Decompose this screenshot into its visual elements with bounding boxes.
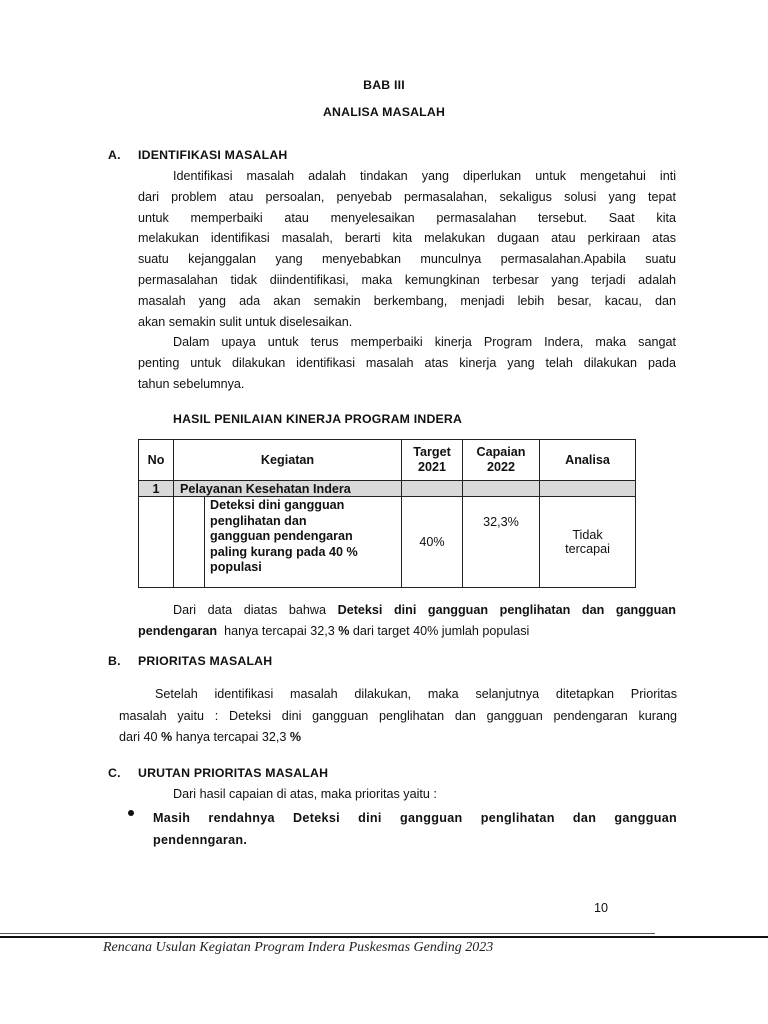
section-a-heading: IDENTIFIKASI MASALAH	[138, 148, 288, 162]
row-target: 40%	[402, 497, 463, 588]
text-line: suatu kejanggalan yang menyebabkan munculnya permasalahan.Apabila suatu	[138, 252, 676, 267]
conclusion-bold-2: pendengaran	[138, 623, 218, 638]
section-a-paragraph-1	[138, 166, 676, 332]
text-line: masalah yang ada akan semakin berkembang, menjadi lebih besar, kacau, dan	[138, 293, 676, 308]
group-empty-cell	[402, 481, 463, 497]
table-row	[139, 497, 636, 588]
conclusion-line2	[138, 621, 676, 642]
conclusion-percent: %	[338, 623, 350, 638]
header-capaian-line2: 2022	[486, 460, 516, 474]
performance-table	[138, 439, 636, 588]
text-line: untuk memperbaiki atau menyelesaikan permasalahan tersebut. Saat kita	[138, 210, 676, 225]
section-a-letter: A.	[108, 148, 121, 162]
section-c-letter: C.	[108, 766, 121, 780]
group-empty-cell	[463, 481, 540, 497]
row-empty-cell	[139, 497, 174, 588]
conclusion-paragraph	[138, 600, 676, 642]
table-caption: HASIL PENILAIAN KINERJA PROGRAM INDERA	[173, 412, 463, 426]
bullet-icon	[128, 810, 134, 816]
conclusion-suffix-a: hanya tercapai 32,3	[217, 623, 339, 638]
chapter-label: BAB III	[363, 78, 405, 92]
section-b-line3-a: dari 40	[119, 730, 162, 744]
conclusion-suffix-b: dari target 40% jumlah populasi	[349, 623, 530, 638]
header-capaian-line1: Capaian	[476, 445, 526, 459]
group-number: 1	[139, 481, 174, 497]
section-b-paragraph	[119, 684, 677, 749]
row-empty-cell	[174, 497, 205, 588]
table-header-row	[139, 440, 636, 481]
header-analisa: Analisa	[540, 440, 636, 481]
section-b-percent-2: %	[289, 730, 302, 744]
text-line: permasalahan tidak diindentifikasi, maka kemungkinan terbesar yang terjadi adalah	[138, 272, 676, 287]
text-line: Identifikasi masalah adalah tindakan yang diperlukan untuk mengetahui inti	[173, 169, 676, 183]
conclusion-line1	[138, 600, 676, 621]
kegiatan-line: paling kurang pada 40 %	[210, 544, 358, 559]
priority-bullet-line1: Masih rendahnya Deteksi dini gangguan penglihatan dan gangguan	[153, 811, 677, 825]
section-c-intro: Dari hasil capaian di atas, maka prioritas yaitu :	[173, 787, 437, 801]
page-number: 10	[594, 901, 609, 915]
analisa-line2: tercapai	[565, 542, 610, 556]
header-target-line1: Target	[413, 445, 451, 459]
section-b-line2: masalah yaitu : Deteksi dini gangguan penglihatan dan gangguan pendengaran kurang	[119, 708, 677, 723]
conclusion-bold-1: Deteksi dini gangguan penglihatan dan gangguan	[337, 603, 676, 617]
header-target	[402, 440, 463, 481]
row-capaian: 32,3%	[463, 497, 540, 588]
section-b-letter: B.	[108, 654, 121, 668]
section-b-heading: PRIORITAS MASALAH	[138, 654, 273, 668]
footer-divider-thin	[0, 933, 655, 934]
row-kegiatan	[205, 497, 402, 588]
text-line: melakukan identifikasi masalah, berarti kita melakukan dugaan atau perkiraan atas	[138, 231, 676, 246]
table-group-row	[139, 481, 636, 497]
text-line: Dalam upaya untuk terus memperbaiki kinerja Program Indera, maka sangat	[173, 335, 676, 349]
header-no: No	[139, 440, 174, 481]
chapter-title: ANALISA MASALAH	[322, 105, 446, 119]
section-b-percent-1: %	[161, 730, 173, 744]
text-line: tahun sebelumnya.	[138, 376, 245, 391]
section-c-heading: URUTAN PRIORITAS MASALAH	[138, 766, 329, 780]
kegiatan-line: Deteksi dini gangguan	[210, 498, 345, 512]
priority-bullet	[153, 807, 677, 851]
kegiatan-line: populasi	[210, 560, 262, 574]
text-line: dari problem atau persoalan, penyebab permasalahan, sekaligus solusi yang tepat	[138, 189, 676, 204]
section-b-line3	[119, 727, 677, 749]
section-b-line1: Setelah identifikasi masalah dilakukan, maka selanjutnya ditetapkan Prioritas	[155, 687, 677, 701]
analisa-line1: Tidak	[572, 528, 603, 542]
group-empty-cell	[540, 481, 636, 497]
priority-bullet-line2: pendenngaran.	[153, 833, 248, 847]
section-a-paragraph-2	[138, 332, 676, 394]
kegiatan-line: penglihatan dan	[210, 513, 307, 528]
header-kegiatan: Kegiatan	[174, 440, 402, 481]
row-analisa	[540, 497, 636, 588]
footer-text: Rencana Usulan Kegiatan Program Indera Puskesmas Gending 2023	[103, 940, 494, 955]
kegiatan-line: gangguan pendengaran	[210, 529, 353, 543]
conclusion-prefix: Dari data diatas bahwa	[173, 603, 338, 617]
group-label: Pelayanan Kesehatan Indera	[174, 481, 402, 497]
footer-divider	[0, 936, 768, 938]
section-b-line3-b: hanya tercapai 32,3	[172, 730, 290, 744]
header-capaian	[463, 440, 540, 481]
header-target-line2: 2021	[417, 460, 447, 474]
text-line: akan semakin sulit untuk diselesaikan.	[138, 314, 353, 329]
text-line: penting untuk dilakukan identifikasi masalah atas kinerja yang telah dilakukan pada	[138, 355, 676, 370]
